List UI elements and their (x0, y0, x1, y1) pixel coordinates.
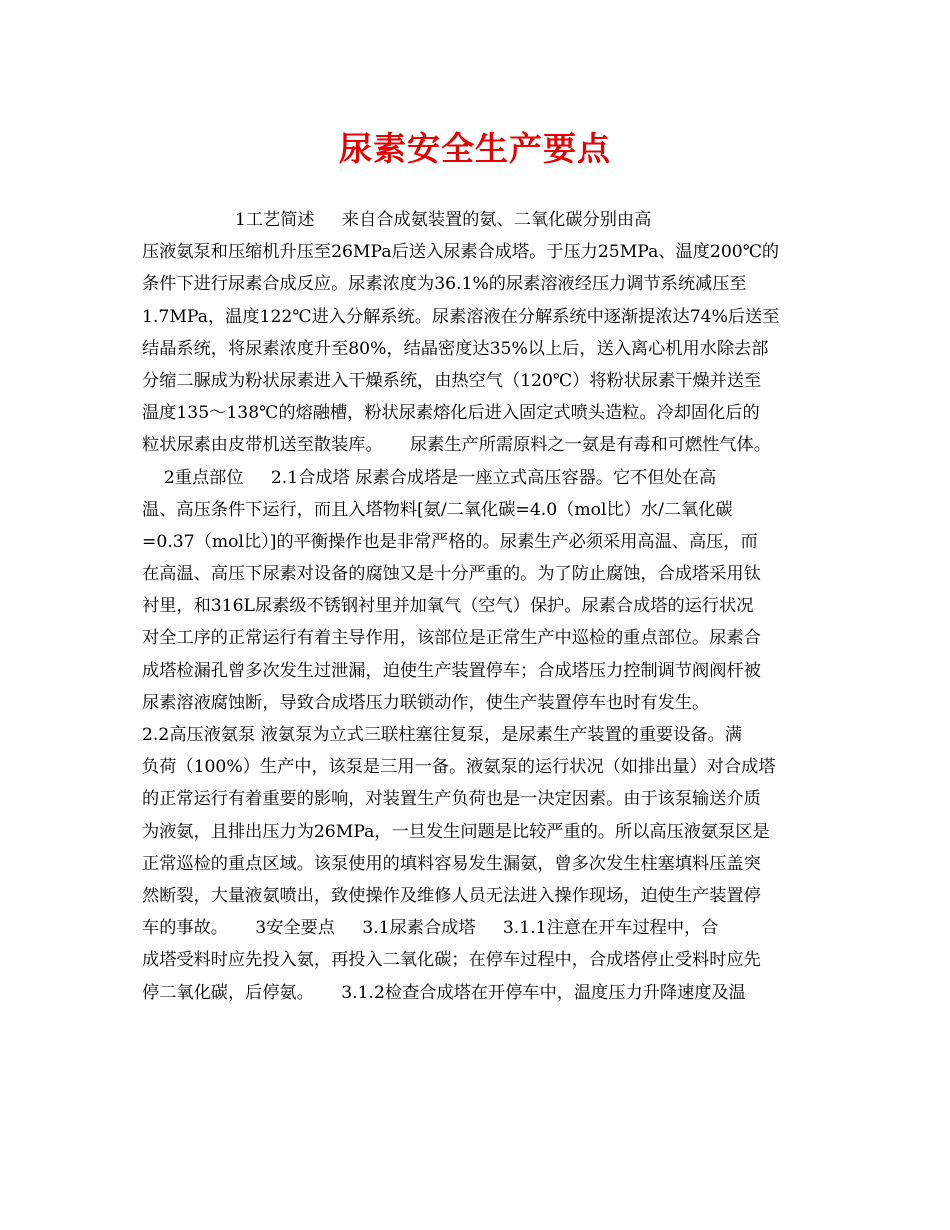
body-line: 停二氧化碳，后停氨。 3.1.2检查合成塔在开停车中，温度压力升降速度及温 (142, 982, 746, 1003)
body-line: 然断裂，大量液氨喷出，致使操作及维修人员无法进入操作现场，迫使生产装置停 (142, 885, 761, 906)
body-line: 结晶系统，将尿素浓度升至80%，结晶密度达35%以上后，送入离心机用水除去部 (142, 338, 769, 359)
body-line: 车的事故。 3安全要点 3.1尿素合成塔 3.1.1注意在开车过程中，合 (142, 918, 719, 939)
body-line: 在高温、高压下尿素对设备的腐蚀又是十分严重的。为了防止腐蚀，合成塔采用钛 (142, 564, 761, 585)
body-line: 1.7MPa，温度122℃进入分解系统。尿素溶液在分解系统中逐渐提浓达74%后送至 (142, 306, 780, 327)
body-line: 对全工序的正常运行有着主导作用，该部位是正常生产中巡检的重点部位。尿素合 (142, 628, 761, 649)
body-line: 粒状尿素由皮带机送至散装库。 尿素生产所需原料之一氨是有毒和可燃性气体。 (142, 435, 771, 456)
body-line: 2重点部位 2.1合成塔 尿素合成塔是一座立式高压容器。它不但处在高 (142, 467, 717, 488)
body-line: 衬里，和316L尿素级不锈钢衬里并加氧气（空气）保护。尿素合成塔的运行状况 (142, 596, 754, 617)
body-line: 的正常运行有着重要的影响，对装置生产负荷也是一决定因素。由于该泵输送介质 (142, 789, 761, 810)
body-line: 压液氨泵和压缩机升压至26MPa后送入尿素合成塔。于压力25MPa、温度200℃的 (142, 242, 780, 263)
body-line: 负荷（100%）生产中，该泵是三用一备。液氨泵的运行状况（如排出量）对合成塔 (142, 757, 776, 778)
body-line: 成塔检漏孔曾多次发生过泄漏，迫使生产装置停车；合成塔压力控制调节阀阀杆被 (142, 660, 761, 681)
document-body (142, 204, 820, 1009)
body-line: 分缩二脲成为粉状尿素进入干燥系统，由热空气（120℃）将粉状尿素干燥并送至 (142, 370, 762, 391)
body-line: 1工艺简述 来自合成氨装置的氨、二氧化碳分别由高 (142, 210, 652, 230)
body-line: 成塔受料时应先投入氨，再投入二氧化碳；在停车过程中，合成塔停止受料时应先 (142, 950, 761, 971)
body-line: 正常巡检的重点区域。该泵使用的填料容易发生漏氨，曾多次发生柱塞填料压盖突 (142, 853, 761, 874)
body-line: =0.37（mol比）]的平衡操作也是非常严格的。尿素生产必须采用高温、高压，而 (142, 531, 758, 552)
body-line: 尿素溶液腐蚀断，导致合成塔压力联锁动作，使生产装置停车也时有发生。 (142, 692, 710, 713)
document-title: 尿素安全生产要点 (339, 129, 611, 168)
body-line: 条件下进行尿素合成反应。尿素浓度为36.1%的尿素溶液经压力调节系统减压至 (142, 274, 747, 295)
body-line: 温度135～138℃的熔融槽，粉状尿素熔化后进入固定式喷头造粒。冷却固化后的 (142, 403, 760, 424)
body-line: 为液氨，且排出压力为26MPa，一旦发生问题是比较严重的。所以高压液氨泵区是 (142, 821, 770, 842)
body-line: 2.2高压液氨泵 液氨泵为立式三联柱塞往复泵，是尿素生产装置的重要设备。满 (142, 725, 742, 745)
body-line: 温、高压条件下运行，而且入塔物料[氨/二氧化碳=4.0（mol比）水/二氧化碳 (142, 499, 733, 520)
